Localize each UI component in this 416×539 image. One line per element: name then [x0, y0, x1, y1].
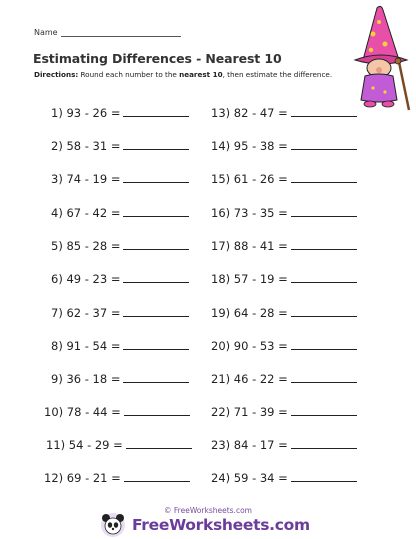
problem-text: 1) 93 - 26 = — [51, 106, 121, 120]
answer-blank[interactable] — [291, 339, 357, 350]
problem-right-21 — [211, 372, 357, 386]
problem-text: 8) 91 - 54 = — [51, 339, 121, 353]
answer-blank[interactable] — [291, 139, 357, 150]
answer-blank[interactable] — [123, 372, 189, 383]
problem-text: 4) 67 - 42 = — [51, 206, 121, 220]
answer-blank[interactable] — [291, 239, 357, 250]
answer-blank[interactable] — [123, 206, 189, 217]
footer-brand[interactable] — [100, 511, 310, 539]
directions — [34, 70, 332, 79]
name-line[interactable] — [61, 28, 181, 37]
problem-text: 11) 54 - 29 = — [46, 438, 123, 452]
problem-right-20 — [211, 339, 357, 353]
name-row — [34, 28, 181, 37]
name-label: Name — [34, 28, 58, 37]
problem-text: 2) 58 - 31 = — [51, 139, 121, 153]
problem-text: 24) 59 - 34 = — [211, 471, 288, 485]
answer-blank[interactable] — [126, 438, 192, 449]
answer-blank[interactable] — [123, 306, 189, 317]
problem-right-17 — [211, 239, 357, 253]
problem-left-9 — [51, 372, 189, 386]
problem-text: 16) 73 - 35 = — [211, 206, 288, 220]
problem-left-3 — [51, 172, 189, 186]
directions-text-bold: nearest 10 — [179, 70, 223, 79]
answer-blank[interactable] — [291, 471, 357, 482]
problem-right-13 — [211, 106, 357, 120]
problem-right-18 — [211, 272, 357, 286]
problem-text: 9) 36 - 18 = — [51, 372, 121, 386]
problem-left-5 — [51, 239, 189, 253]
directions-text-post: , then estimate the difference. — [222, 70, 333, 79]
gnome-icon — [343, 4, 415, 112]
problem-text: 17) 88 - 41 = — [211, 239, 288, 253]
problem-text: 18) 57 - 19 = — [211, 272, 288, 286]
answer-blank[interactable] — [291, 206, 357, 217]
problem-left-8 — [51, 339, 189, 353]
problem-left-12 — [44, 471, 190, 485]
problem-text: 13) 82 - 47 = — [211, 106, 288, 120]
answer-blank[interactable] — [291, 172, 357, 183]
answer-blank[interactable] — [291, 372, 357, 383]
problem-text: 22) 71 - 39 = — [211, 405, 288, 419]
answer-blank[interactable] — [291, 438, 357, 449]
problem-right-14 — [211, 139, 357, 153]
problem-left-10 — [44, 405, 190, 419]
answer-blank[interactable] — [123, 272, 189, 283]
problem-left-11 — [46, 438, 192, 452]
answer-blank[interactable] — [123, 339, 189, 350]
answer-blank[interactable] — [291, 306, 357, 317]
directions-label: Directions: — [34, 70, 79, 79]
worksheet-title: Estimating Differences - Nearest 10 — [33, 51, 282, 66]
problem-text: 20) 90 - 53 = — [211, 339, 288, 353]
problem-text: 21) 46 - 22 = — [211, 372, 288, 386]
problem-text: 19) 64 - 28 = — [211, 306, 288, 320]
problem-left-1 — [51, 106, 189, 120]
copyright-link[interactable]: © FreeWorksheets.com — [164, 506, 252, 515]
answer-blank[interactable] — [124, 405, 190, 416]
problem-text: 6) 49 - 23 = — [51, 272, 121, 286]
answer-blank[interactable] — [123, 139, 189, 150]
answer-blank[interactable] — [291, 106, 357, 117]
answer-blank[interactable] — [124, 471, 190, 482]
problem-right-22 — [211, 405, 357, 419]
answer-blank[interactable] — [123, 172, 189, 183]
problem-right-23 — [211, 438, 357, 452]
problem-left-2 — [51, 139, 189, 153]
problem-text: 3) 74 - 19 = — [51, 172, 121, 186]
answer-blank[interactable] — [291, 272, 357, 283]
problem-text: 7) 62 - 37 = — [51, 306, 121, 320]
answer-blank[interactable] — [291, 405, 357, 416]
brand-name: FreeWorksheets.com — [132, 516, 310, 534]
problem-text: 14) 95 - 38 = — [211, 139, 288, 153]
panda-icon — [100, 512, 126, 538]
problem-left-7 — [51, 306, 189, 320]
problem-right-19 — [211, 306, 357, 320]
problem-right-16 — [211, 206, 357, 220]
problem-text: 15) 61 - 26 = — [211, 172, 288, 186]
problem-right-24 — [211, 471, 357, 485]
problem-text: 10) 78 - 44 = — [44, 405, 121, 419]
problem-left-6 — [51, 272, 189, 286]
problem-left-4 — [51, 206, 189, 220]
problem-right-15 — [211, 172, 357, 186]
answer-blank[interactable] — [123, 239, 189, 250]
problem-text: 5) 85 - 28 = — [51, 239, 121, 253]
answer-blank[interactable] — [123, 106, 189, 117]
problem-text: 23) 84 - 17 = — [211, 438, 288, 452]
directions-text-pre: Round each number to the — [80, 70, 177, 79]
problem-text: 12) 69 - 21 = — [44, 471, 121, 485]
